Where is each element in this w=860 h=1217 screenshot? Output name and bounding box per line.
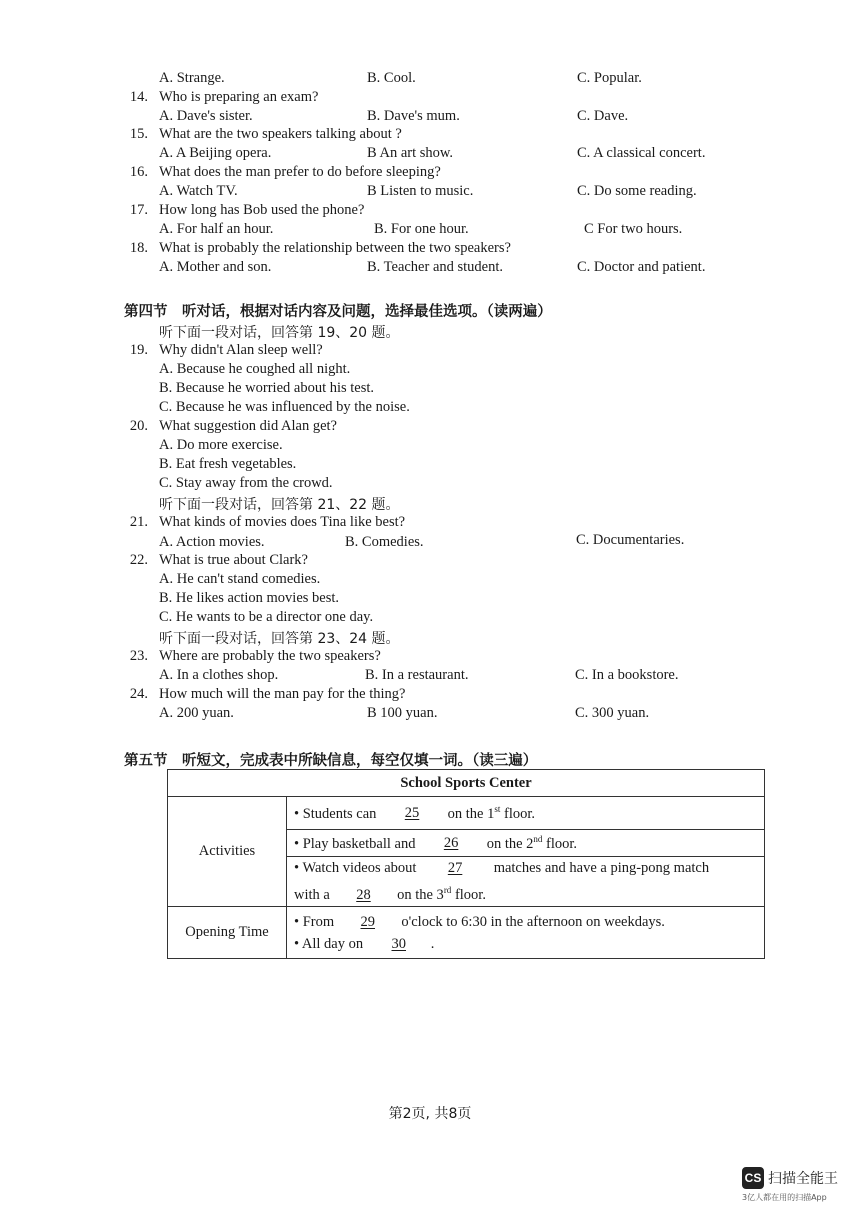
q14-option-b: B. Dave's mum. bbox=[367, 108, 460, 124]
row1-end: floor. bbox=[500, 805, 536, 822]
scanner-logo bbox=[742, 1167, 838, 1189]
q16-text: What does the man prefer to do before sleeping? bbox=[159, 164, 441, 180]
row2-sup: nd bbox=[533, 833, 543, 844]
activity-row-1 bbox=[287, 797, 765, 830]
blank-26: 26 bbox=[443, 835, 459, 852]
q20-option-c: C. Stay away from the crowd. bbox=[159, 475, 333, 491]
q21-option-b: B. Comedies. bbox=[345, 534, 424, 550]
q15-option-a: A. A Beijing opera. bbox=[159, 145, 272, 161]
row3-suffix: on the 3 bbox=[397, 886, 444, 903]
blank-30: 30 bbox=[391, 935, 406, 952]
q14-number: 14. bbox=[129, 89, 148, 105]
q22-number: 22. bbox=[129, 552, 148, 568]
section4-intro-2: 听下面一段对话，回答第 21、22 题。 bbox=[159, 497, 400, 513]
q15-option-c: C. A classical concert. bbox=[577, 145, 706, 161]
scanner-name: 扫描全能王 bbox=[768, 1171, 838, 1187]
q17-option-c: C For two hours. bbox=[584, 221, 683, 237]
q23-text: Where are probably the two speakers? bbox=[159, 648, 381, 664]
q24-text: How much will the man pay for the thing? bbox=[159, 686, 406, 702]
q19-number: 19. bbox=[129, 342, 148, 358]
q22-option-c: C. He wants to be a director one day. bbox=[159, 609, 374, 625]
q14-text: Who is preparing an exam? bbox=[159, 89, 319, 105]
row1-prefix: • Students can bbox=[294, 805, 377, 822]
row1-suffix: on the 1 bbox=[447, 805, 495, 822]
q19-option-a: A. Because he coughed all night. bbox=[159, 361, 351, 377]
activity-row-2 bbox=[287, 830, 765, 857]
row3-sup: rd bbox=[443, 885, 452, 896]
q19-text: Why didn't Alan sleep well? bbox=[159, 342, 323, 358]
q22-option-a: A. He can't stand comedies. bbox=[159, 571, 321, 587]
q17-text: How long has Bob used the phone? bbox=[159, 202, 365, 218]
q18-text: What is probably the relationship between the two speakers? bbox=[159, 240, 511, 256]
blank-28: 28 bbox=[356, 886, 371, 903]
q20-number: 20. bbox=[129, 418, 148, 434]
row2-end: floor. bbox=[542, 835, 578, 852]
opening-row1-prefix: • From bbox=[294, 913, 335, 930]
section4-intro-1: 听下面一段对话，回答第 19、20 题。 bbox=[159, 325, 400, 341]
scanner-slogan: 3亿人都在用的扫描App bbox=[742, 1193, 827, 1202]
row3-end: floor. bbox=[451, 886, 486, 903]
q16-option-b: B Listen to music. bbox=[367, 183, 474, 199]
q18-option-b: B. Teacher and student. bbox=[367, 259, 504, 275]
q13-option-b: B. Cool. bbox=[367, 70, 416, 86]
q15-number: 15. bbox=[129, 126, 148, 142]
q21-number: 21. bbox=[129, 514, 148, 530]
q20-option-a: A. Do more exercise. bbox=[159, 437, 283, 453]
q17-number: 17. bbox=[129, 202, 148, 218]
q16-option-a: A. Watch TV. bbox=[159, 183, 238, 199]
q14-option-c: C. Dave. bbox=[577, 108, 629, 124]
q23-number: 23. bbox=[129, 648, 148, 664]
q20-option-b: B. Eat fresh vegetables. bbox=[159, 456, 297, 472]
page-footer: 第2页, 共8页 bbox=[388, 1106, 472, 1122]
row3-prefix-2: with a bbox=[294, 886, 330, 903]
q23-option-c: C. In a bookstore. bbox=[575, 667, 679, 683]
q15-text: What are the two speakers talking about ? bbox=[159, 126, 402, 142]
q18-option-c: C. Doctor and patient. bbox=[577, 259, 706, 275]
q21-option-c: C. Documentaries. bbox=[576, 532, 685, 548]
opening-row2-suffix: . bbox=[430, 935, 435, 952]
q23-option-b: B. In a restaurant. bbox=[365, 667, 469, 683]
opening-time-cell bbox=[287, 907, 765, 959]
sports-center-table bbox=[167, 769, 765, 959]
q23-option-a: A. In a clothes shop. bbox=[159, 667, 279, 683]
q19-option-c: C. Because he was influenced by the noise. bbox=[159, 399, 410, 415]
q17-option-b: B. For one hour. bbox=[374, 221, 469, 237]
q13-option-a: A. Strange. bbox=[159, 70, 225, 86]
q17-option-a: A. For half an hour. bbox=[159, 221, 274, 237]
row1-sup: st bbox=[494, 803, 501, 814]
activity-row-3 bbox=[287, 857, 765, 907]
section5-heading: 第五节 听短文，完成表中所缺信息，每空仅填一词。（读三遍） bbox=[124, 753, 538, 769]
q24-option-a: A. 200 yuan. bbox=[159, 705, 234, 721]
blank-25: 25 bbox=[404, 805, 420, 822]
q19-option-b: B. Because he worried about his test. bbox=[159, 380, 375, 396]
table-title: School Sports Center bbox=[168, 770, 765, 797]
scanner-cs-icon: CS bbox=[742, 1167, 764, 1189]
section4-heading: 第四节 听对话，根据对话内容及问题，选择最佳选项。（读两遍） bbox=[124, 304, 552, 320]
q18-option-a: A. Mother and son. bbox=[159, 259, 272, 275]
q14-option-a: A. Dave's sister. bbox=[159, 108, 253, 124]
row3-middle: matches and have a ping-pong match bbox=[493, 860, 710, 877]
row3-prefix: • Watch videos about bbox=[294, 860, 417, 877]
row2-suffix: on the 2 bbox=[486, 835, 534, 852]
q18-number: 18. bbox=[129, 240, 148, 256]
q13-option-c: C. Popular. bbox=[577, 70, 642, 86]
q24-option-c: C. 300 yuan. bbox=[575, 705, 650, 721]
activities-label: Activities bbox=[168, 797, 287, 907]
blank-29: 29 bbox=[360, 913, 375, 930]
q16-number: 16. bbox=[129, 164, 148, 180]
blank-27: 27 bbox=[447, 860, 463, 877]
q24-number: 24. bbox=[129, 686, 148, 702]
q21-text: What kinds of movies does Tina like best? bbox=[159, 514, 406, 530]
q16-option-c: C. Do some reading. bbox=[577, 183, 697, 199]
opening-row1-suffix: o'clock to 6:30 in the afternoon on weekdays. bbox=[401, 913, 665, 930]
q15-option-b: B An art show. bbox=[367, 145, 454, 161]
q24-option-b: B 100 yuan. bbox=[367, 705, 438, 721]
section4-intro-3: 听下面一段对话，回答第 23、24 题。 bbox=[159, 631, 400, 647]
q21-option-a: A. Action movies. bbox=[159, 534, 265, 550]
q20-text: What suggestion did Alan get? bbox=[159, 418, 337, 434]
q22-text: What is true about Clark? bbox=[159, 552, 308, 568]
opening-time-label: Opening Time bbox=[168, 907, 287, 959]
q22-option-b: B. He likes action movies best. bbox=[159, 590, 340, 606]
row2-prefix: • Play basketball and bbox=[294, 835, 416, 852]
opening-row2-prefix: • All day on bbox=[294, 935, 364, 952]
